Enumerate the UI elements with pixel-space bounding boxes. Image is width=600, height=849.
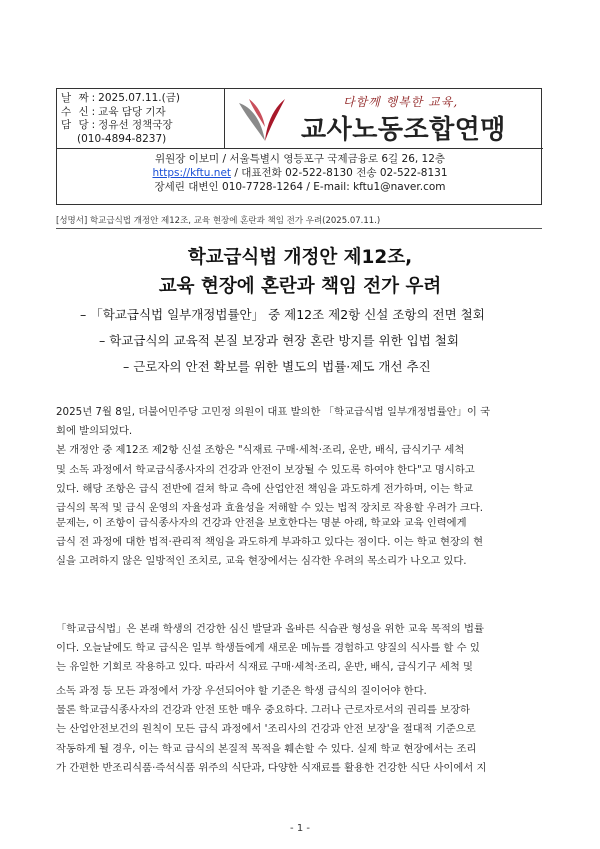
- text-line: 실을 고려하지 않은 일방적인 조치로, 교육 현장에서는 심각한 우려의 목소리가 나오고 있다.: [56, 555, 467, 568]
- text-line: 「학교급식법」은 본래 학생의 건강한 심신 발달과 올바른 식습관 형성을 위한 교육 목적의 법률: [56, 623, 484, 635]
- text-line: 본 개정안 중 제12조 제2항 신설 조항은 "식재료 구매·세척·조리, 운반, 배식, 급식기구 세척: [56, 444, 465, 457]
- paragraph-2: [56, 514, 544, 572]
- text-line: 물론 학교급식종사자의 건강과 안전 또한 매우 중요하다. 그러나 근로자로서의 권리를 보장하: [56, 704, 470, 717]
- text-line: 이다. 오늘날에도 학교 급식은 일부 학생들에게 새로운 메뉴를 경험하고 양질의 식사를 할 수 있: [56, 642, 480, 655]
- meta-date: 날 짜: 2025.07.11.(금): [61, 92, 180, 104]
- statement-tag: [성명서] 학교급식법 개정안 제12조, 교육 현장에 혼란과 책임 전가 우려(2025.07.11.): [56, 216, 381, 226]
- text-line: 가 간편한 반조리식품·즉석식품 위주의 식단과, 다양한 식재료를 활용한 건강한 식단 사이에서 지: [56, 761, 487, 774]
- meta-phone: (010-4894-8237): [77, 132, 167, 145]
- contact-address: 위원장 이보미 / 서울특별시 영등포구 국제금융로 6길 26, 12층: [154, 153, 446, 165]
- contact-spokesperson: 장세린 대변인 010-7728-1264 / E-mail: kftu1@naver.com: [154, 181, 446, 193]
- text-line: 문제는, 이 조항이 급식종사자의 건강과 안전을 보호한다는 명분 아래, 학교와 교육 인력에게: [56, 517, 467, 529]
- union-logo-icon: [231, 93, 291, 145]
- text-line: 2025년 7월 8일, 더불어민주당 고민정 의원이 대표 발의한 「학교급식법 일부개정법률안」이 국: [56, 406, 491, 418]
- press-meta: [57, 89, 225, 149]
- meta-recipient: 수 신: 교육 담당 기자: [61, 105, 166, 118]
- divider: [56, 228, 542, 229]
- contact-info: [57, 149, 543, 206]
- union-slogan: 다함께 행복한 교육,: [343, 95, 459, 109]
- paragraph-4: [56, 682, 544, 778]
- paragraph-3: [56, 620, 544, 678]
- text-line: 및 소독 과정에서 학교급식종사자의 건강과 안전이 보장될 수 있도록 하여야 한다"고 명시하고: [56, 463, 475, 476]
- page-title-line1: 학교급식법 개정안 제12조,: [187, 247, 413, 268]
- page-title-line2: 교육 현장에 혼란과 책임 전가 우려: [158, 276, 442, 297]
- subtitle-3: – 근로자의 안전 확보를 위한 별도의 법률·제도 개선 추진: [123, 359, 431, 374]
- subtitle-2: – 학교급식의 교육적 본질 보장과 현장 혼란 방지를 위한 입법 철회: [99, 333, 459, 348]
- meta-contact: 담 당: 정유선 정책국장: [61, 119, 173, 131]
- paragraph-1: [56, 403, 544, 518]
- subtitle-1: – 「학교급식법 일부개정법률안」 중 제12조 제2항 신설 조항의 전면 철회: [80, 307, 485, 322]
- text-line: 작동하게 될 경우, 이는 학교 급식의 본질적 목적을 훼손할 수 있다. 실제 학교 현장에서는 조리: [56, 742, 477, 755]
- text-line: 는 산업안전보건의 원칙이 모든 급식 과정에서 '조리사의 건강과 안전 보장'을 절대적 기준으로: [56, 723, 476, 736]
- page-number: - 1 -: [290, 823, 310, 834]
- text-line: 회에 발의되었다.: [56, 425, 133, 438]
- text-line: 급식 전 과정에 대한 법적·관리적 책임을 과도하게 부과하고 있다는 점이다. 이는 학교 현장의 현: [56, 536, 484, 549]
- press-header: [56, 88, 542, 205]
- website-link[interactable]: https://kftu.net: [152, 167, 232, 179]
- logo-area: [225, 89, 543, 149]
- text-line: 급식의 목적 및 급식 운영의 자율성과 효율성을 저해할 수 있는 법적 장치로 작용할 우려가 크다.: [56, 502, 484, 515]
- text-line: 소독 과정 등 모든 과정에서 가장 우선되어야 할 기준은 학생 급식의 질이어야 한다.: [56, 685, 427, 697]
- text-line: 있다. 해당 조항은 급식 전반에 걸쳐 학교 측에 산업안전 책임을 과도하게 전가하며, 이는 학교: [56, 482, 474, 495]
- contact-phone-line: https://kftu.net / 대표전화 02-522-8130 전송 02-522-8131: [152, 167, 448, 179]
- union-name: 교사노동조합연맹: [301, 115, 506, 145]
- text-line: 는 유일한 기회로 작용하고 있다. 따라서 식재료 구매·세척·조리, 운반, 배식, 급식기구 세척 및: [56, 661, 473, 674]
